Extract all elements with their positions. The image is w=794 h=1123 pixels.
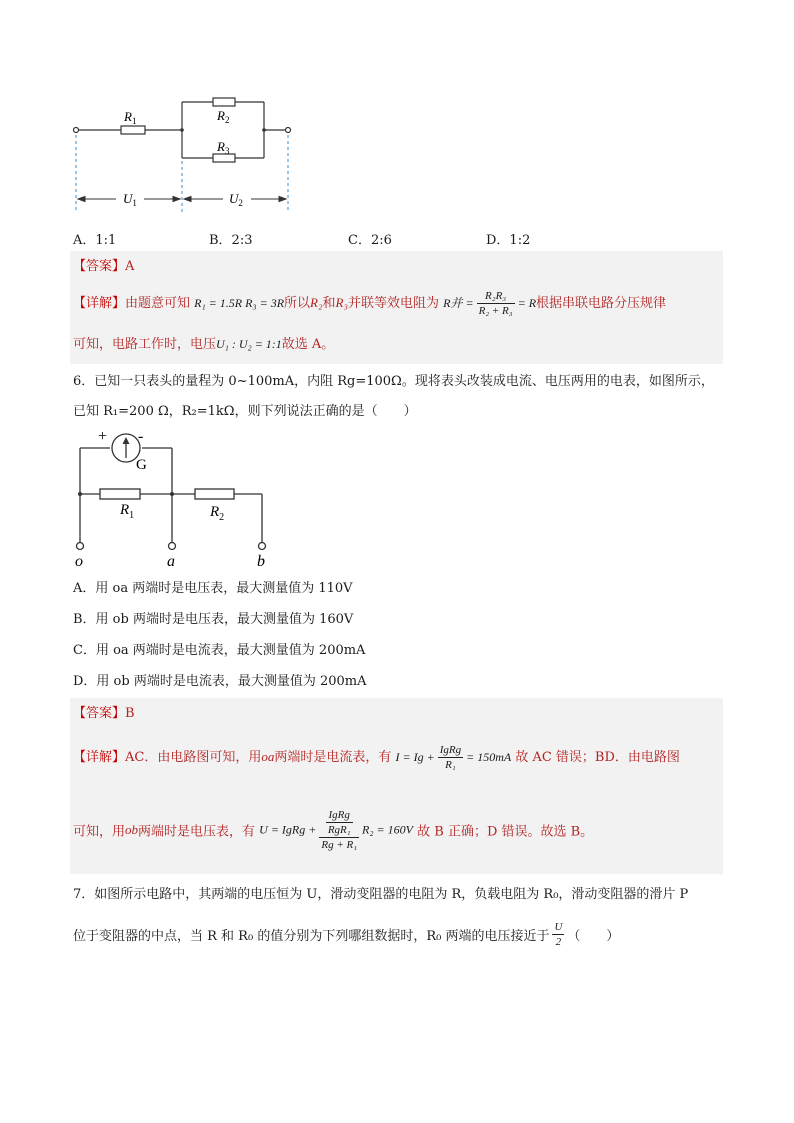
svg-text:+: + [98, 428, 108, 445]
answer-line: 【答案】B [73, 706, 135, 721]
label-u1: $U_1$ [123, 191, 137, 208]
q6-option-d: D．用 ob 两端时是电流表，最大测量值为 200mA [73, 674, 367, 689]
label-r2: $R_2$ [210, 504, 225, 523]
label-r1: $R_1$ [120, 502, 135, 521]
svg-text:-: - [138, 428, 144, 445]
terminal-left [74, 128, 79, 133]
terminal-b [259, 543, 266, 550]
resistor-r1 [121, 126, 145, 134]
question-7-line-2: 位于变阻器的中点，当 R 和 R₀ 的值分别为下列哪组数据时，R₀ 两端的电压接近于 $\frac{U}{2}$ （ ） [73, 921, 620, 948]
svg-text:a: a [167, 553, 175, 570]
svg-text:o: o [75, 553, 83, 570]
answer-box-q5 [70, 251, 723, 364]
answer-line: 【答案】A [73, 259, 135, 274]
q6-option-c: C．用 oa 两端时是电流表，最大测量值为 200mA [73, 643, 366, 658]
option-a: A．1:1 [73, 233, 117, 248]
detail-line-2: 可知，电路工作时，电压U₁ : U₂ = 1:1故选 A。 [73, 337, 335, 352]
circuit-diagram-2 [70, 428, 280, 570]
q6-option-a: A．用 oa 两端时是电压表，最大测量值为 110V [73, 581, 353, 596]
question-6-line-2: 已知 R₁=200 Ω，R₂=1kΩ，则下列说法正确的是（ ） [73, 404, 417, 419]
svg-text:G: G [136, 457, 147, 473]
option-c: C．2:6 [348, 233, 392, 248]
detail-line-2: 可知，用ob两端时是电压表，有 U = IgRg + $\frac{\frac{\text{IgRg}}{\text{RgR₁}}}{\text{Rg + R₁}}$ R₂ = 160V 故 B 正确；D 错误。故选 B。 [73, 809, 594, 851]
resistor-r2 [195, 489, 234, 499]
terminal-right [286, 128, 291, 133]
terminal-a [169, 543, 176, 550]
option-b: B．2:3 [209, 233, 253, 248]
resistor-r2 [213, 98, 235, 106]
option-d: D．1:2 [486, 233, 531, 248]
label-u2: $U_2$ [229, 191, 243, 208]
question-7-line-1: 7．如图所示电路中，其两端的电压恒为 U，滑动变阻器的电阻为 R，负载电阻为 R₀，滑动变阻器的滑片 P [73, 887, 689, 902]
answer-box-q6 [70, 698, 723, 874]
svg-text:b: b [257, 553, 265, 570]
label-r1: $R_1$ [124, 109, 137, 126]
question-6-line-1: 6．已知一只表头的量程为 0~100mA，内阻 Rg=100Ω。现将表头改装成电流、电压两用的电表，如图所示， [73, 374, 714, 389]
q6-option-b: B．用 ob 两端时是电压表，最大测量值为 160V [73, 612, 354, 627]
circuit-diagram-1 [66, 95, 306, 220]
detail-line-1: 【详解】AC．由电路图可知，用oa两端时是电流表，有 I = Ig + $\frac{\text{IgRg}}{\text{R₁}}$ = 150mA 故 AC 错误；BD．由电路图 [73, 744, 680, 771]
label-r2: $R_2$ [217, 108, 230, 125]
detail-line-1: 【详解】由题意可知 R₁ = 1.5R R₃ = 3R所以R₂和R₃并联等效电阻为 R并 = $\frac{\text{R₂R₃}}{\text{R₂ + R₃}}$ = R根据串联电路分压规律 [73, 290, 667, 317]
label-r3: $R_3$ [217, 139, 230, 156]
terminal-o [77, 543, 84, 550]
resistor-r1 [100, 489, 140, 499]
